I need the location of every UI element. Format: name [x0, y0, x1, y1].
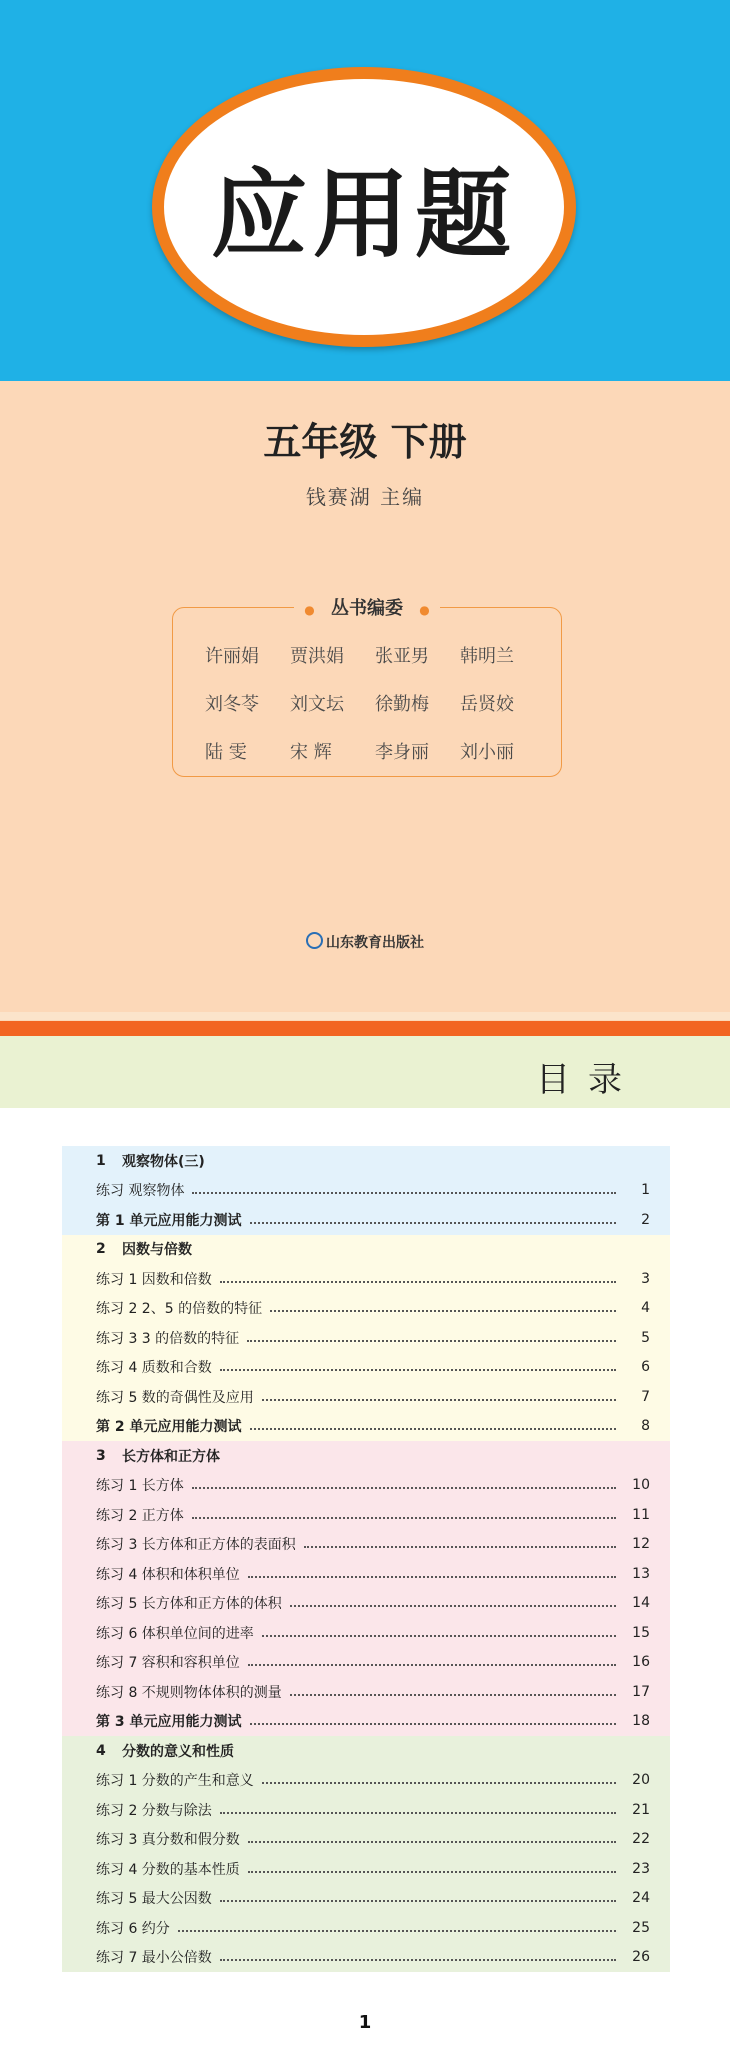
dot-leader [248, 1664, 616, 1666]
toc-entry-label: 第 2 单元应用能力测试 [96, 1419, 242, 1436]
section-title: 观察物体(三) [122, 1153, 205, 1170]
toc-entry-label: 练习 5 长方体和正方体的体积 [96, 1596, 282, 1613]
dot-leader [290, 1605, 616, 1607]
publisher-logo-icon [306, 932, 323, 949]
toc-page-number: 15 [632, 1624, 650, 1641]
committee-member: 贾洪娟 [290, 646, 344, 667]
toc-entry-label: 第 1 单元应用能力测试 [96, 1212, 242, 1229]
editorial-committee-box: ● 丛书编委 ● 许丽娟 贾洪娟 张亚男 韩明兰 刘冬苓 刘文坛 徐勤梅 岳贤姣 陆 雯 宋 辉 李身丽 刘小丽 [172, 607, 562, 777]
publisher-name: 山东教育出版社 [326, 935, 424, 951]
toc-section-heading [62, 1736, 670, 1766]
dot-leader [262, 1782, 616, 1784]
toc-section-heading [62, 1146, 670, 1176]
toc-page-number: 14 [632, 1595, 650, 1612]
table-of-contents [62, 1146, 670, 1972]
toc-entry-label: 练习 4 分数的基本性质 [96, 1861, 240, 1878]
toc-entry[interactable] [62, 1795, 670, 1825]
dot-leader [250, 1428, 617, 1430]
dot-leader [248, 1871, 616, 1873]
toc-page-number: 5 [641, 1329, 650, 1346]
dot-leader [248, 1576, 616, 1578]
toc-entry-label: 练习 6 体积单位间的进率 [96, 1625, 254, 1642]
toc-section [62, 1441, 670, 1736]
dot-leader [220, 1959, 616, 1961]
toc-page-number: 20 [632, 1772, 650, 1789]
committee-names [205, 642, 545, 764]
toc-page-number: 18 [632, 1713, 650, 1730]
divider-stripe-light [0, 1012, 730, 1020]
committee-title: 丛书编委 [321, 598, 413, 619]
toc-page-number: 22 [632, 1831, 650, 1848]
dot-leader [192, 1487, 616, 1489]
section-number: 4 [96, 1742, 106, 1759]
section-title: 因数与倍数 [122, 1242, 192, 1259]
toc-entry[interactable] [62, 1294, 670, 1324]
toc-entry-label: 练习 4 体积和体积单位 [96, 1566, 240, 1583]
toc-entry-label: 练习 7 最小公倍数 [96, 1950, 212, 1967]
dot-leader [262, 1399, 616, 1401]
dot-leader [250, 1723, 617, 1725]
page-number: 1 [358, 2012, 372, 2033]
dot-leader [192, 1517, 616, 1519]
toc-entry[interactable] [62, 1264, 670, 1294]
toc-page-number: 16 [632, 1654, 650, 1671]
committee-member: 宋 辉 [290, 742, 332, 763]
section-number: 2 [96, 1241, 106, 1258]
toc-entry[interactable] [62, 1943, 670, 1973]
toc-entry-label: 练习 1 分数的产生和意义 [96, 1773, 254, 1790]
committee-member: 陆 雯 [205, 742, 247, 763]
toc-entry-label: 练习 1 长方体 [96, 1478, 184, 1495]
toc-entry[interactable] [62, 1913, 670, 1943]
toc-entry[interactable] [62, 1618, 670, 1648]
committee-member: 徐勤梅 [375, 694, 429, 715]
dot-leader [220, 1900, 616, 1902]
toc-section [62, 1146, 670, 1235]
toc-entry-label: 练习 2 分数与除法 [96, 1802, 212, 1819]
toc-entry-label: 练习 2 2、5 的倍数的特征 [96, 1301, 263, 1318]
section-number: 1 [96, 1152, 106, 1169]
dot-leader [290, 1694, 616, 1696]
toc-entry[interactable] [62, 1677, 670, 1707]
toc-page-number: 8 [641, 1418, 650, 1435]
toc-entry[interactable] [62, 1382, 670, 1412]
toc-page-number: 13 [632, 1565, 650, 1582]
dot-leader [220, 1812, 616, 1814]
toc-entry[interactable] [62, 1205, 670, 1235]
toc-section [62, 1235, 670, 1442]
dot-leader [247, 1340, 616, 1342]
dot-leader [220, 1281, 616, 1283]
toc-entry-label: 练习 6 约分 [96, 1920, 170, 1937]
grade-label: 五年级 下册 [263, 420, 467, 464]
dot-leader [262, 1635, 616, 1637]
toc-entry[interactable] [62, 1825, 670, 1855]
toc-page-number: 17 [632, 1683, 650, 1700]
toc-page-number: 26 [632, 1949, 650, 1966]
committee-member: 许丽娟 [205, 646, 259, 667]
toc-entry[interactable] [62, 1176, 670, 1206]
toc-entry-label: 练习 7 容积和容积单位 [96, 1655, 240, 1672]
dot-leader [250, 1222, 617, 1224]
toc-page-number: 12 [632, 1536, 650, 1553]
dot-leader [192, 1192, 616, 1194]
toc-entry-label: 练习 4 质数和合数 [96, 1360, 212, 1377]
toc-section-heading [62, 1235, 670, 1265]
toc-entry[interactable] [62, 1323, 670, 1353]
dot-leader [178, 1930, 616, 1932]
toc-entry-label: 练习 3 真分数和假分数 [96, 1832, 240, 1849]
toc-page-number: 1 [641, 1182, 650, 1199]
toc-entry[interactable] [62, 1854, 670, 1884]
toc-page-number: 3 [641, 1270, 650, 1287]
toc-page-number: 24 [632, 1890, 650, 1907]
dot-leader [270, 1310, 616, 1312]
toc-entry[interactable] [62, 1471, 670, 1501]
committee-member: 李身丽 [375, 742, 429, 763]
cover-top-banner [0, 0, 730, 381]
toc-entry[interactable] [62, 1648, 670, 1678]
toc-page-number: 7 [641, 1388, 650, 1405]
section-title: 长方体和正方体 [122, 1448, 220, 1465]
editor-label: 钱赛湖 主编 [305, 485, 425, 509]
dot-leader [304, 1546, 616, 1548]
toc-entry-label: 练习 5 数的奇偶性及应用 [96, 1389, 254, 1406]
toc-entry-label: 练习 1 因数和倍数 [96, 1271, 212, 1288]
toc-entry[interactable] [62, 1707, 670, 1737]
toc-page-number: 2 [641, 1211, 650, 1228]
toc-page-number: 4 [641, 1300, 650, 1317]
toc-page-number: 21 [632, 1801, 650, 1818]
cover-body [0, 381, 730, 1021]
toc-entry[interactable] [62, 1766, 670, 1796]
toc-entry[interactable] [62, 1559, 670, 1589]
committee-member: 刘小丽 [460, 742, 514, 763]
dot-leader [220, 1369, 616, 1371]
title-oval [152, 67, 576, 347]
toc-page-number: 10 [632, 1477, 650, 1494]
toc-header [0, 1036, 730, 1108]
toc-entry[interactable] [62, 1530, 670, 1560]
toc-entry-label: 第 3 单元应用能力测试 [96, 1714, 242, 1731]
toc-section [62, 1736, 670, 1972]
toc-entry-label: 练习 2 正方体 [96, 1507, 184, 1524]
toc-entry[interactable] [62, 1589, 670, 1619]
toc-entry-label: 练习 观察物体 [96, 1183, 185, 1200]
toc-entry-label: 练习 3 3 的倍数的特征 [96, 1330, 240, 1347]
toc-entry[interactable] [62, 1412, 670, 1442]
toc-entry-label: 练习 3 长方体和正方体的表面积 [96, 1537, 296, 1554]
toc-title: 目录 [536, 1060, 640, 1100]
toc-entry[interactable] [62, 1353, 670, 1383]
toc-page-number: 25 [632, 1919, 650, 1936]
committee-member: 韩明兰 [460, 646, 514, 667]
toc-section-heading [62, 1441, 670, 1471]
toc-page-number: 6 [641, 1359, 650, 1376]
section-number: 3 [96, 1447, 106, 1464]
committee-member: 刘文坛 [290, 694, 344, 715]
committee-member: 刘冬苓 [205, 694, 259, 715]
toc-page-number: 23 [632, 1860, 650, 1877]
toc-entry[interactable] [62, 1884, 670, 1914]
committee-member: 张亚男 [375, 646, 429, 667]
toc-entry-label: 练习 8 不规则物体体积的测量 [96, 1684, 282, 1701]
toc-page-number: 11 [632, 1506, 650, 1523]
book-title: 应用题 [211, 157, 517, 271]
divider-stripe-orange [0, 1021, 730, 1036]
toc-entry[interactable] [62, 1500, 670, 1530]
section-title: 分数的意义和性质 [122, 1743, 234, 1760]
committee-member: 岳贤姣 [460, 694, 514, 715]
toc-entry-label: 练习 5 最大公因数 [96, 1891, 212, 1908]
publisher [0, 932, 730, 952]
dot-leader [248, 1841, 616, 1843]
